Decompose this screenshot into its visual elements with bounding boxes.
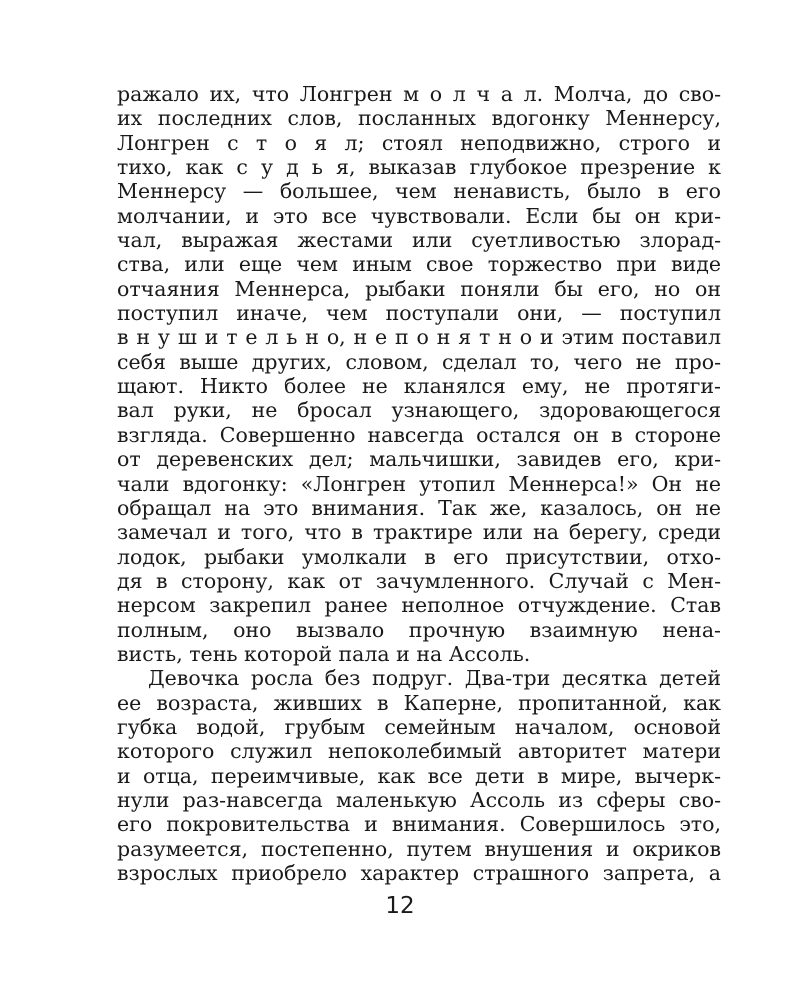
text-line: чал, выражая жестами или суетливостью злорад- — [117, 228, 721, 253]
text-line: ства, или еще чем иным свое торжество при виде — [117, 252, 721, 277]
text-line: Меннерсу — большее, чем ненависть, было в его — [117, 179, 721, 204]
text-line: ее возраста, живших в Каперне, пропитанной, как — [117, 690, 721, 715]
text-line: разумеется, постепенно, путем внушения и окриков — [117, 836, 721, 861]
text-line: полным, оно вызвало прочную взаимную нена- — [117, 617, 721, 642]
page-number: 12 — [385, 893, 415, 919]
paragraph — [117, 82, 721, 666]
text-line: дя в сторону, как от зачумленного. Случай с Мен- — [117, 568, 721, 593]
text-line: нули раз-навсегда маленькую Ассоль из сферы сво- — [117, 787, 721, 812]
text-line: в н у ш и т е л ь н о, н е п о н я т н о и этим поставил — [117, 325, 721, 350]
text-line: ражало их, что Лонгрен м о л ч а л. Молча, до сво- — [117, 82, 721, 106]
paragraph — [117, 666, 721, 885]
text-line: их последних слов, посланных вдогонку Меннерсу, — [117, 106, 721, 131]
text-line: поступил иначе, чем поступали они, — поступил — [117, 301, 721, 326]
text-line: молчании, и это все чувствовали. Если бы он кри- — [117, 203, 721, 228]
text-line: Девочка росла без подруг. Два-три десятка детей — [148, 666, 721, 691]
text-line: взрослых приобрело характер страшного запрета, а — [117, 861, 721, 885]
text-line: которого служил непоколебимый авторитет матери — [117, 739, 721, 764]
text-line: тихо, как с у д ь я, выказав глубокое презрение к — [117, 155, 721, 180]
text-line: и отца, переимчивые, как все дети в мире, вычерк- — [117, 763, 721, 788]
text-line: от деревенских дел; мальчишки, завидев его, кри- — [117, 447, 721, 472]
text-line: губка водой, грубым семейным началом, основой — [117, 714, 721, 739]
text-line: висть, тень которой пала и на Ассоль. — [117, 641, 531, 666]
text-line: Лонгрен с т о я л; стоял неподвижно, строго и — [117, 130, 721, 155]
text-line: себя выше других, словом, сделал то, чего не про- — [117, 349, 721, 374]
text-line: лодок, рыбаки умолкали в его присутствии, отхо- — [117, 544, 721, 569]
text-line: взгляда. Совершенно навсегда остался он в стороне — [117, 422, 721, 447]
text-line: его покровительства и внимания. Совершилось это, — [117, 812, 721, 837]
text-line: щают. Никто более не кланялся ему, не протяги- — [117, 374, 721, 399]
text-line: отчаяния Меннерса, рыбаки поняли бы его, но он — [117, 276, 721, 301]
text-line: чали вдогонку: «Лонгрен утопил Меннерса!» Он не — [117, 471, 721, 496]
text-line: замечал и того, что в трактире или на берегу, среди — [117, 520, 721, 545]
text-line: нерсом закрепил ранее неполное отчуждение. Став — [117, 593, 721, 618]
text-line: обращал на это внимания. Так же, казалось, он не — [117, 495, 721, 520]
body-text — [117, 82, 721, 885]
text-line: вал руки, не бросал узнающего, здоровающегося — [117, 398, 721, 423]
